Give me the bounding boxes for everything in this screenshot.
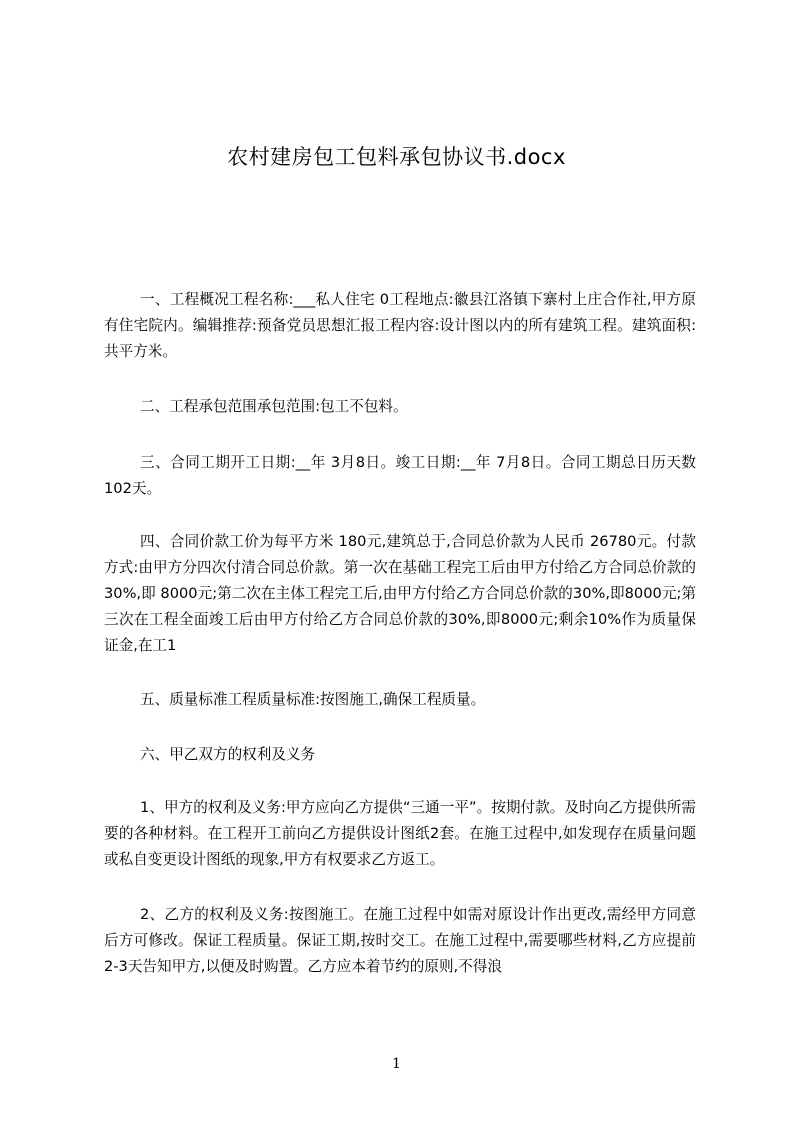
paragraph-contract-period: 三、合同工期开工日期:__年 3月8日。竣工日期:__年 7月8日。合同工期总日历天数102天。	[104, 454, 696, 497]
paragraph-party-b-rights: 2、乙方的权利及义务:按图施工。在施工过程中如需对原设计作出更改,需经甲方同意后方可修改。保证工程质量。保证工期,按时交工。在施工过程中,需要哪些材料,乙方应提前2-3天告知甲方,以便及时购置。乙方应本着节约的原则,不得浪	[104, 906, 696, 975]
paragraph-rights-heading: 六、甲乙双方的权利及义务	[140, 746, 316, 763]
paragraph-contract-scope: 二、工程承包范围承包范围:包工不包料。	[140, 398, 408, 415]
document-title: 农村建房包工包料承包协议书.docx	[227, 145, 566, 169]
paragraph-contract-price: 四、合同价款工价为每平方米 180元,建筑总于,合同总价款为人民币 26780元。付款方式:由甲方分四次付清合同总价款。第一次在基础工程完工后由甲方付给乙方合同总价款的30%,即 8000元;第二次在主体工程完工后,由甲方付给乙方合同总价款的30%,即8000元;第三次在工程全面竣工后由甲方付给乙方合同总价款的30%,即8000元;剩余10%作为质量保证金,在工1	[104, 533, 696, 654]
paragraph-party-a-rights: 1、甲方的权利及义务:甲方应向乙方提供“三通一平”。按期付款。及时向乙方提供所需要的各种材料。在工程开工前向乙方提供设计图纸2套。在施工过程中,如发现存在质量问题或私自变更设计图纸的现象,甲方有权要求乙方返工。	[104, 799, 696, 868]
paragraph-quality-standard: 五、质量标准工程质量标准:按图施工,确保工程质量。	[140, 691, 486, 708]
paragraph-project-overview: 一、工程概况工程名称:___私人住宅 0工程地点:徽县江洛镇下寨村上庄合作社,甲方原有住宅院内。编辑推荐:预备党员思想汇报工程内容:设计图以内的所有建筑工程。建筑面积:共平方米。	[104, 291, 696, 360]
page-number: 1	[392, 1056, 401, 1072]
